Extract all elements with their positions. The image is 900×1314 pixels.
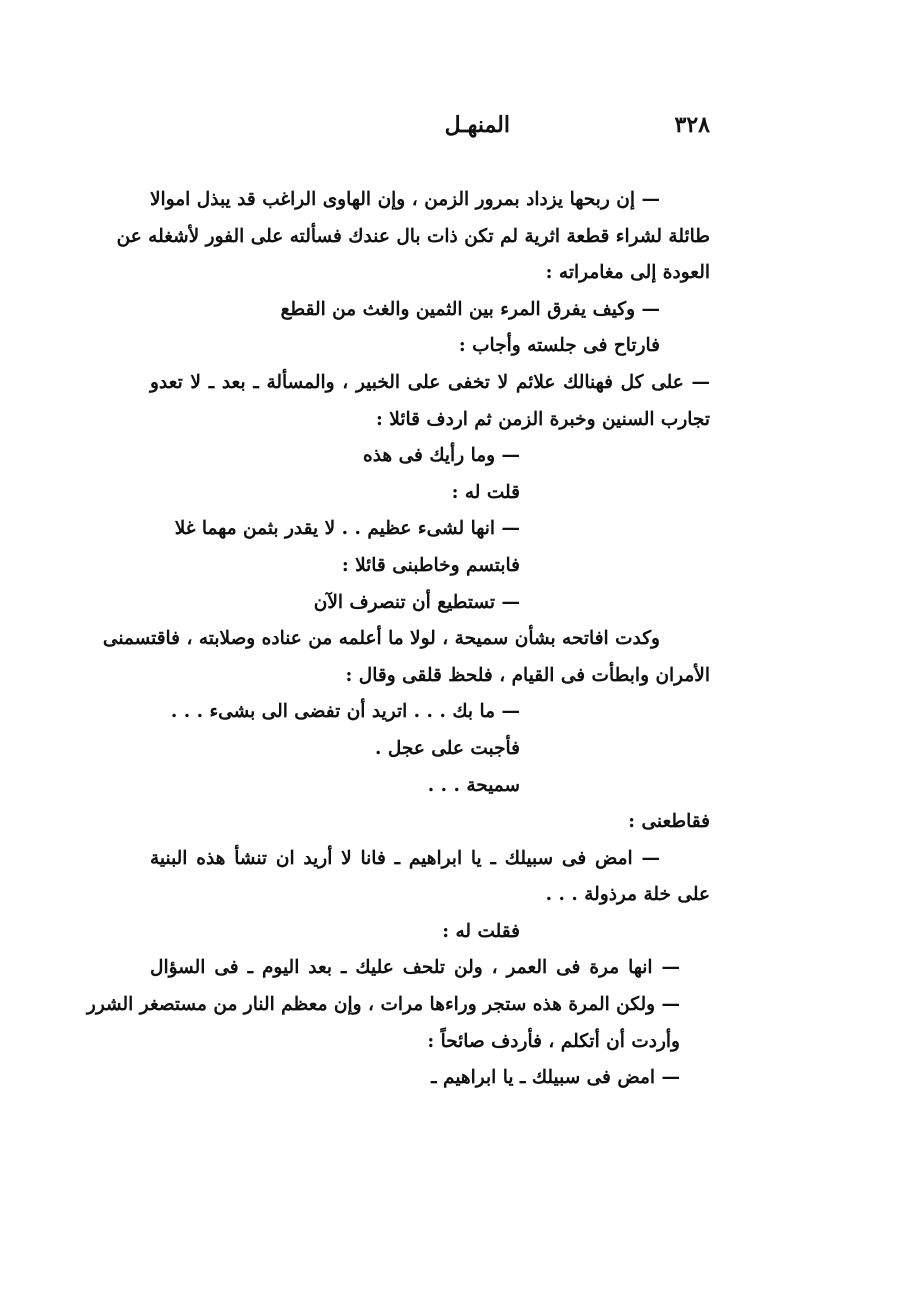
text-line-8: — وما رأيك فى هذه: [363, 445, 520, 467]
text-line-5: فارتاح فى جلسته وأجاب :: [458, 335, 660, 357]
text-line-23: — ولكن المرة هذه ستجر وراءها مرات ، وإن معظم النار من مستصغر الشرر: [86, 994, 680, 1016]
text-line-25: — امض فى سبيلك ـ يا ابراهيم ـ: [431, 1067, 680, 1089]
text-line-17: سميحة . . .: [427, 774, 520, 796]
text-line-21: فقلت له :: [442, 920, 520, 942]
text-line-13: وكدت افاتحه بشأن سميحة ، لولا ما أعلمه من عناده وصلابته ، فاقتسمنى: [102, 628, 660, 650]
text-line-14: الأمران وابطأت فى القيام ، فلحظ قلقى وقال :: [345, 664, 710, 686]
page-header: [150, 112, 710, 152]
text-line-22: — انها مرة فى العمر ، ولن تلحف عليك ـ بعد اليوم ـ فى السؤال: [150, 957, 680, 979]
text-line-12: — تستطيع أن تنصرف الآن: [313, 591, 520, 613]
text-line-3: العودة إلى مغامراته :: [545, 262, 710, 284]
running-title: المنهـل: [444, 112, 510, 138]
body-text: [86, 182, 710, 1097]
text-line-10: — انها لشىء عظيم . . لا يقدر بثمن مهما غلا: [174, 518, 520, 540]
text-line-7: تجارب السنين وخبرة الزمن ثم اردف قائلا :: [376, 408, 710, 430]
text-line-16: فأجبت على عجل .: [374, 737, 520, 759]
text-line-11: فابتسم وخاطبنى قائلا :: [341, 554, 520, 576]
text-line-24: وأردت أن أتكلم ، فأردف صائحاً :: [427, 1030, 680, 1052]
text-line-9: قلت له :: [451, 481, 520, 503]
text-line-15: — ما بك . . . اتريد أن تفضى الى بشىء . . .: [170, 701, 520, 723]
text-line-19: — امض فى سبيلك ـ يا ابراهيم ـ فانا لا أريد ان تنشأ هذه البنية: [150, 847, 660, 869]
page-number: ٣٢٨: [674, 112, 710, 138]
text-line-4: — وكيف يفرق المرء بين الثمين والغث من القطع: [280, 298, 660, 320]
text-line-18: فقاطعنى :: [628, 811, 710, 833]
text-line-6: — على كل فهنالك علائم لا تخفى على الخبير ، والمسألة ـ بعد ـ لا تعدو: [150, 371, 710, 393]
text-line-20: على خلة مرذولة . . .: [545, 884, 710, 906]
text-line-1: — إن ربحها يزداد بمرور الزمن ، وإن الهاوى الراغب قد يبذل اموالا: [150, 189, 660, 210]
text-line-2: طائلة لشراء قطعة اثرية لم تكن ذات بال عندك فسألته على الفور لأشغله عن: [116, 225, 710, 247]
